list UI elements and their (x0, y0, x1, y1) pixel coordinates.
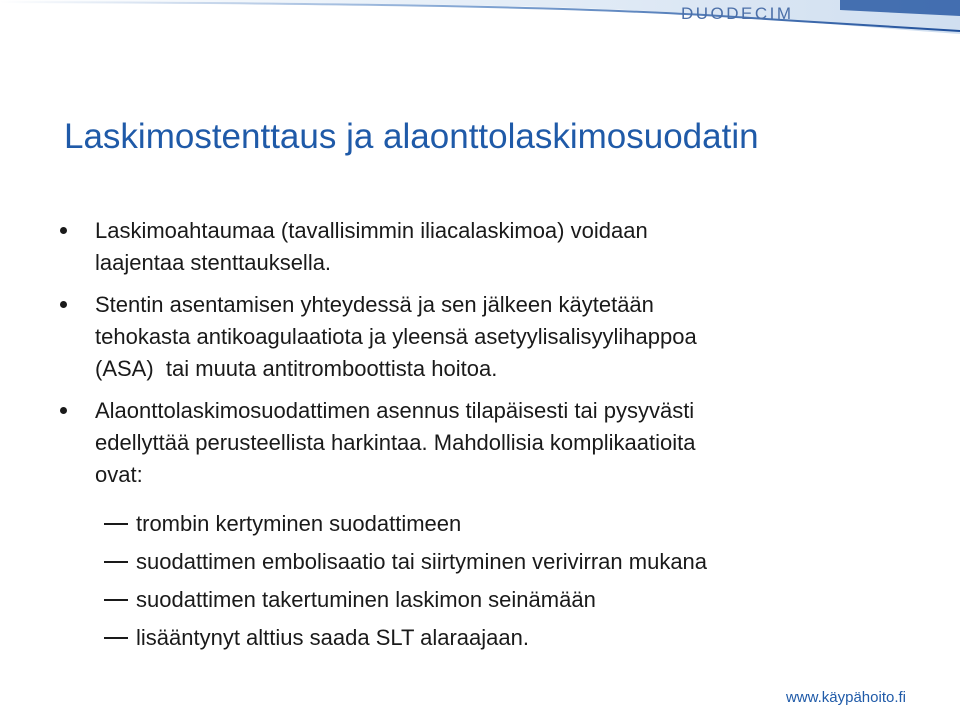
dash-icon (104, 599, 128, 601)
bullet-line: Stentin asentamisen yhteydessä ja sen jälkeen käytetään (95, 292, 654, 317)
bullet-stenting (60, 215, 920, 279)
dash-icon (104, 637, 128, 639)
sub-bullet (60, 581, 920, 619)
sub-bullet (60, 543, 920, 581)
bullet-line: Alaonttolaskimosuodattimen asennus tilapäisesti tai pysyvästi (95, 398, 695, 423)
bullet-line: tehokasta antikoagulaatiota ja yleensä asetyylisalisyylihappoa (95, 324, 697, 349)
footer-url: www.käypähoito.fi (785, 689, 906, 706)
bullet-line: Laskimoahtaumaa (tavallisimmin iliacalaskimoa) voidaan (95, 218, 648, 243)
header-wave-decoration (0, 0, 960, 40)
bullet-vena-cava-filter (60, 395, 920, 491)
bullet-line: edellyttää perusteellista harkintaa. Mahdollisia komplikaatioita (95, 430, 696, 455)
sub-bullet-text: suodattimen takertuminen laskimon seinämään (136, 587, 596, 612)
sub-bullet (60, 505, 920, 543)
sub-bullet (60, 619, 920, 657)
complications-list (60, 505, 920, 657)
slide-content (60, 215, 920, 657)
dash-icon (104, 561, 128, 563)
bullet-dot-icon (60, 407, 67, 414)
sub-bullet-text: trombin kertyminen suodattimeen (136, 511, 462, 536)
sub-bullet-text: suodattimen embolisaatio tai siirtyminen verivirran mukana (136, 549, 708, 574)
sub-bullet-text: lisääntynyt alttius saada SLT alaraajaan. (136, 625, 529, 650)
bullet-line: ovat: (95, 462, 143, 487)
dash-icon (104, 523, 128, 525)
bullet-dot-icon (60, 227, 67, 234)
slide-title: Laskimostenttaus ja alaonttolaskimosuodatin (64, 117, 759, 156)
bullet-line: (ASA) tai muuta antitromboottista hoitoa. (95, 356, 498, 381)
bullet-anticoagulation (60, 289, 920, 385)
bullet-line: laajentaa stenttauksella. (95, 250, 332, 275)
duodecim-logo: DUODECIM (681, 4, 794, 23)
bullet-dot-icon (60, 301, 67, 308)
